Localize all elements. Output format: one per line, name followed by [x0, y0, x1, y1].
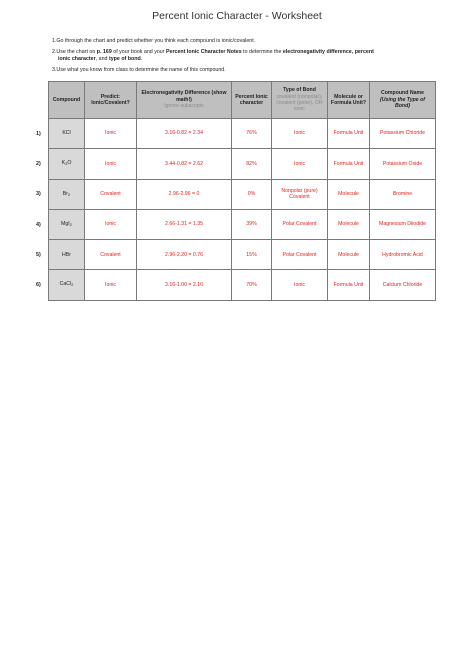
bond-cell: Ionic — [272, 270, 328, 300]
table-row — [49, 270, 436, 300]
header-percent: Percent Ionic character — [232, 82, 272, 119]
worksheet-title: Percent Ionic Character - Worksheet — [152, 10, 322, 22]
predict-cell: Ionic — [85, 270, 137, 300]
row-number: 5) — [36, 251, 41, 258]
row-number: 2) — [36, 160, 41, 167]
instruction-3: 3.Use what you know from class to determine the name of this compound. — [52, 66, 226, 73]
unit-cell: Molecule — [328, 240, 370, 270]
name-cell: Calcium Chloride — [370, 270, 436, 300]
predict-cell: Ionic — [85, 209, 137, 239]
bond-cell: Polar Covalent — [272, 240, 328, 270]
table-row — [49, 209, 436, 239]
en-diff-cell: 3.44-0.82 = 2.62 — [137, 149, 232, 179]
header-unit: Molecule or Formula Unit? — [328, 82, 370, 119]
compound-cell: $K_2O$ — [49, 149, 85, 179]
header-en-diff: Electronegativity Difference (show math!) Ignore subscripts — [137, 82, 232, 119]
bond-cell: Polar Covalent — [272, 209, 328, 239]
predict-cell: Covalent — [85, 240, 137, 270]
percent-cell: 39% — [232, 209, 272, 239]
instruction-1: 1.Go through the chart and predict whether you think each compound is ionic/covalent. — [52, 38, 256, 44]
name-cell: Hydrobromic Acid — [370, 240, 436, 270]
en-diff-cell: 3.16-1.00 = 2.16 — [137, 270, 232, 300]
compound-cell: MgI$_2$ — [49, 209, 85, 239]
name-cell: Potassium Chloride — [370, 119, 436, 149]
table-row — [49, 149, 436, 179]
en-diff-cell: 2.66-1.31 = 1.35 — [137, 209, 232, 239]
percent-cell: 82% — [232, 149, 272, 179]
table-row — [49, 119, 436, 149]
percent-cell: 70% — [232, 270, 272, 300]
percent-cell: 0% — [232, 179, 272, 209]
compound-cell: KCl — [49, 119, 85, 149]
header-bond: Type of Bond covalent (nonpolar), covalent (polar), OR ionic — [272, 82, 328, 119]
percent-cell: 76% — [232, 119, 272, 149]
unit-cell: Formula Unit — [328, 149, 370, 179]
name-cell: Magnesium Diiodide — [370, 209, 436, 239]
row-number: 3) — [36, 191, 41, 198]
compound-cell: $Br_2$ — [49, 179, 85, 209]
en-diff-cell: 3.16-0.82 = 2.34 — [137, 119, 232, 149]
predict-cell: Covalent — [85, 179, 137, 209]
instruction-2: 2.Use the chart on p. 169 of your book and your Percent Ionic Character Notes to determine the electronegativity difference, percent ionic character, and type of bond. — [52, 48, 374, 63]
unit-cell: Molecule — [328, 179, 370, 209]
bond-cell: Ionic — [272, 119, 328, 149]
compound-subscript: 2 — [65, 161, 68, 167]
instructions — [52, 38, 432, 77]
header-name: Compound Name (Using the Type of Bond) — [370, 82, 436, 119]
row-number: 1) — [36, 130, 41, 137]
row-number: 4) — [36, 221, 41, 228]
compound-subscript: 2 — [71, 282, 74, 288]
table-row — [49, 240, 436, 270]
compound-subscript: 2 — [67, 191, 71, 197]
en-diff-cell: 2.96-2.20 = 0.76 — [137, 240, 232, 270]
percent-cell: 15% — [232, 240, 272, 270]
unit-cell: Molecule — [328, 209, 370, 239]
unit-cell: Formula Unit — [328, 270, 370, 300]
en-diff-cell: 2.96-2.96 = 0 — [137, 179, 232, 209]
compound-cell: CaCl$_2$ — [49, 270, 85, 300]
name-cell: Bromine — [370, 179, 436, 209]
compound-subscript: 2 — [69, 221, 72, 227]
worksheet-table — [48, 81, 436, 301]
compound-cell: HBr — [49, 240, 85, 270]
predict-cell: Ionic — [85, 149, 137, 179]
bond-cell: Ionic — [272, 149, 328, 179]
unit-cell: Formula Unit — [328, 119, 370, 149]
table-row — [49, 179, 436, 209]
header-row — [49, 82, 436, 119]
header-compound: Compound — [49, 82, 85, 119]
header-predict: Predict: Ionic/Covalent? — [85, 82, 137, 119]
name-cell: Potassium Oxide — [370, 149, 436, 179]
row-number: 6) — [36, 282, 41, 289]
bond-cell: Nonpolar (pure) Covalent — [272, 179, 328, 209]
predict-cell: Ionic — [85, 119, 137, 149]
